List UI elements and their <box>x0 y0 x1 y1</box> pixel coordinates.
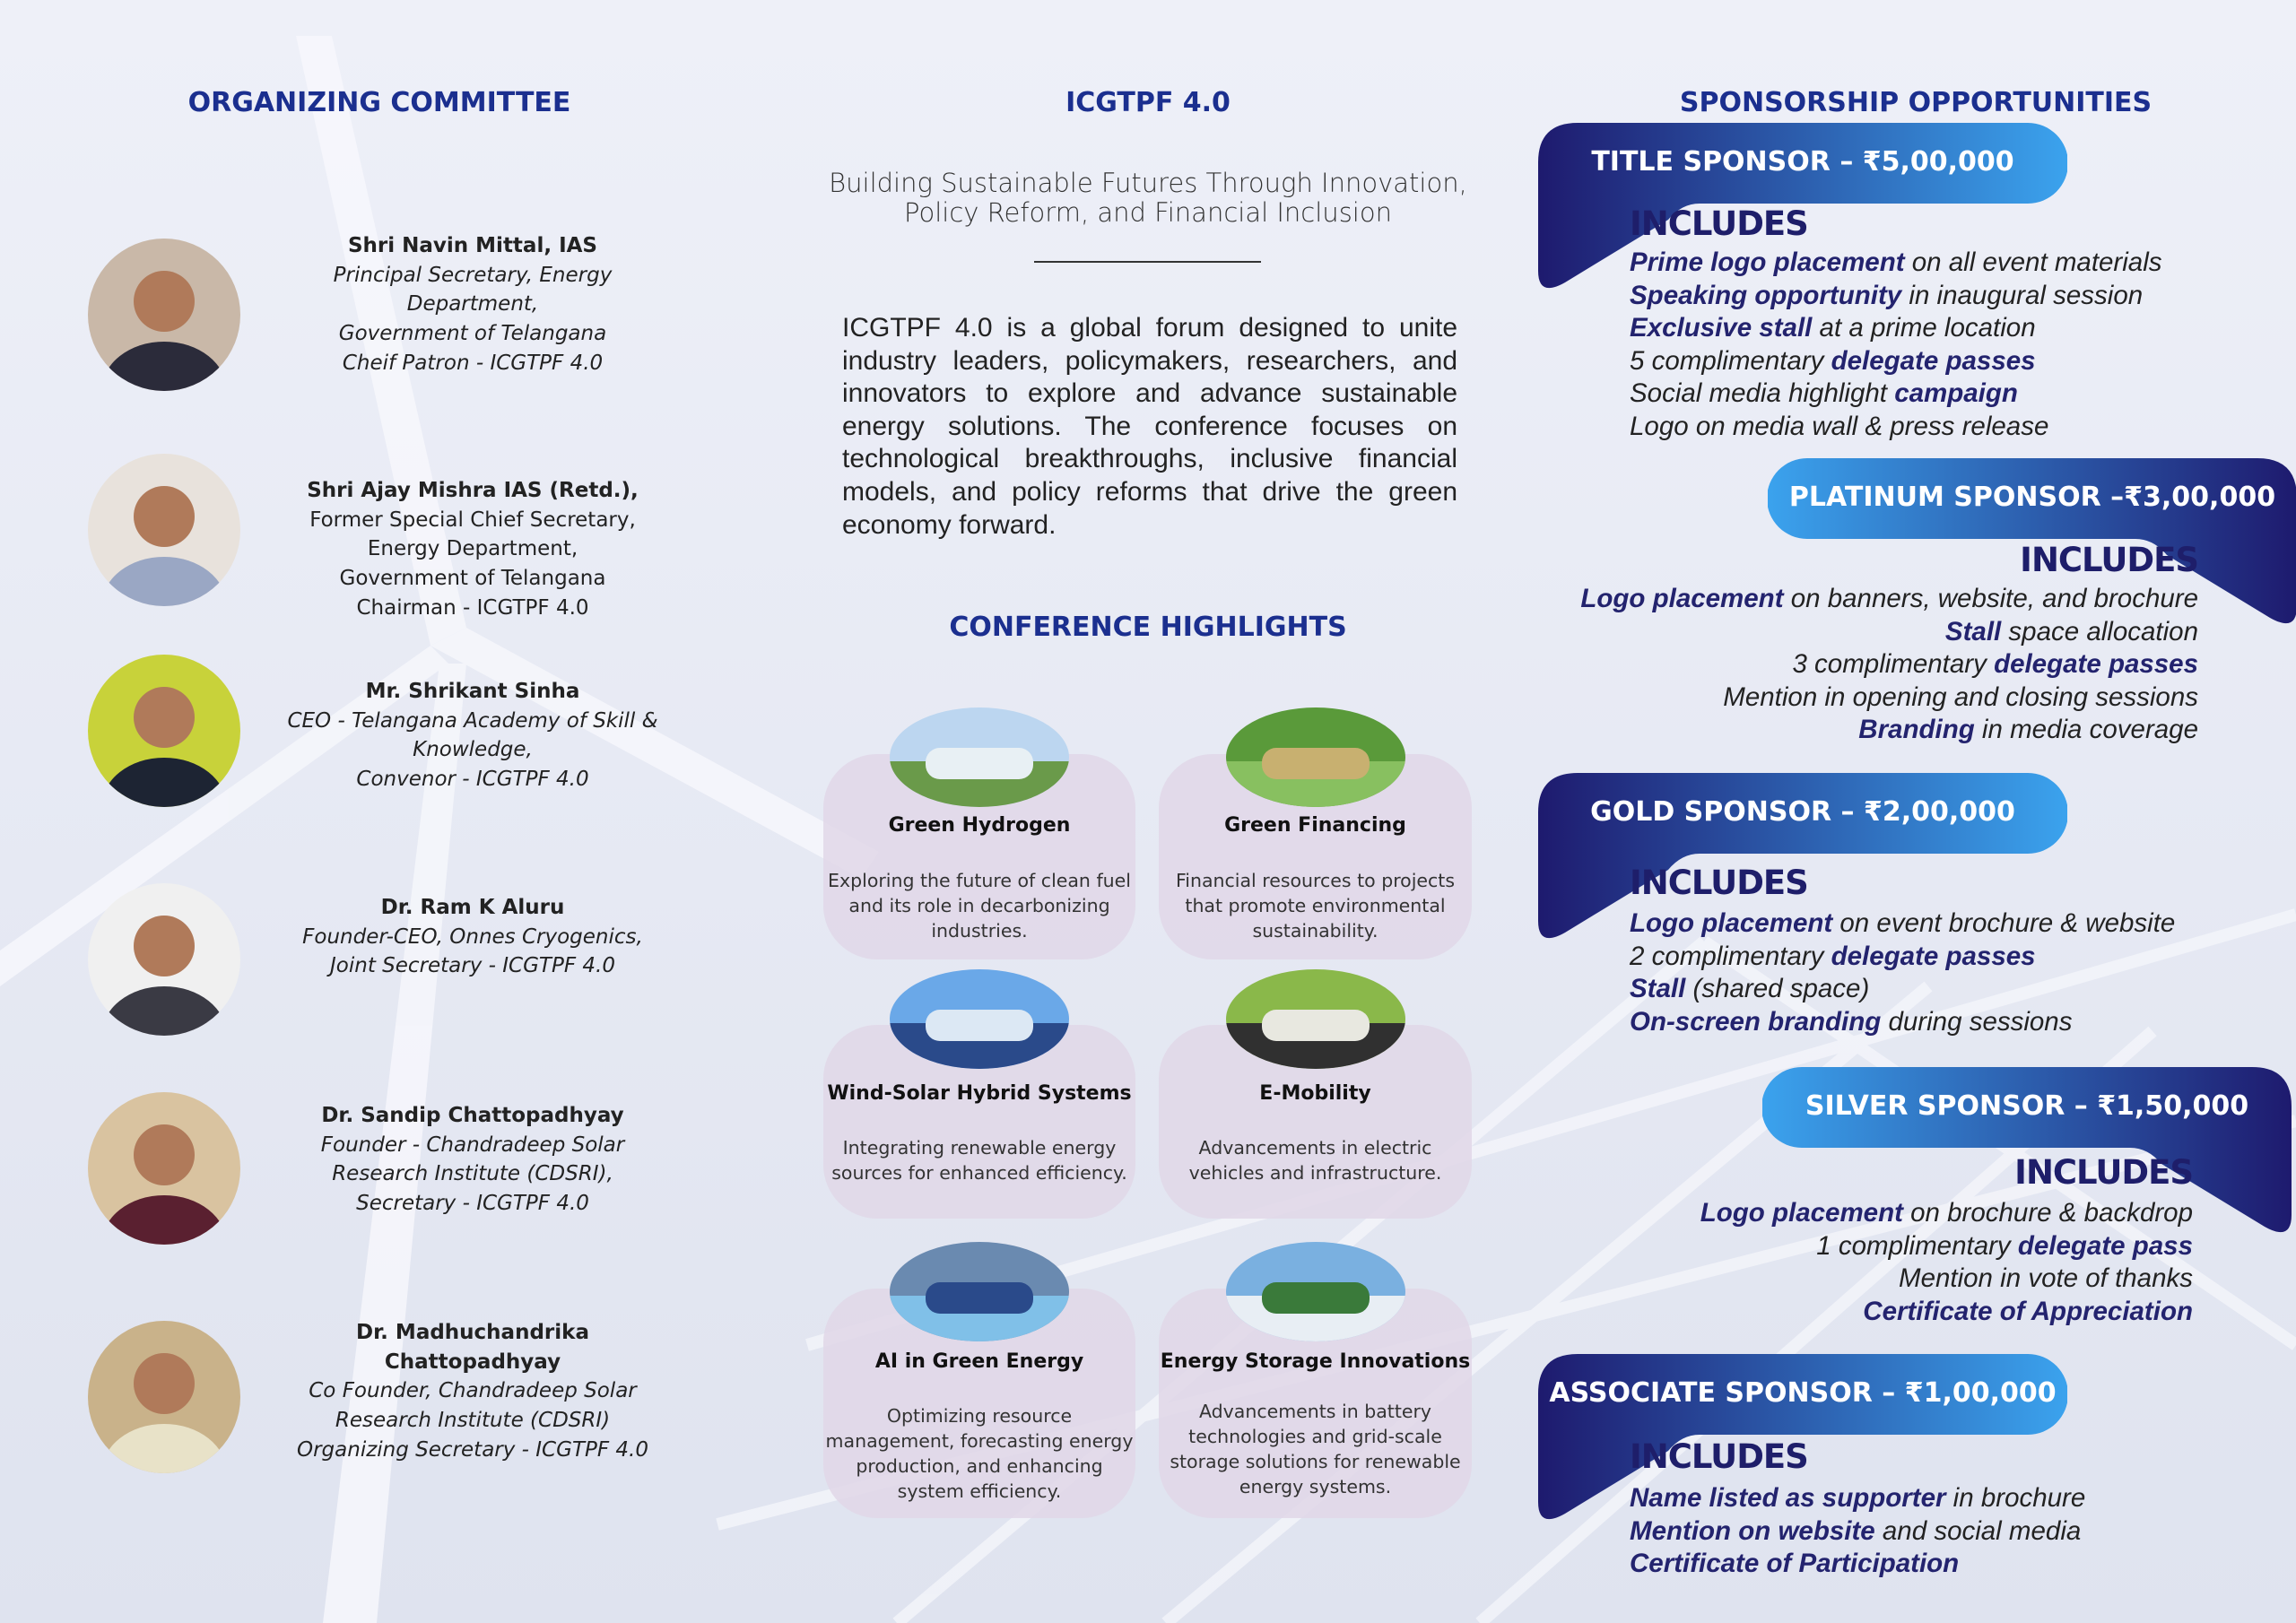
highlight-description: Integrating renewable energy sources for enhanced efficiency. <box>831 1137 1127 1184</box>
benefit-highlight: delegate passes <box>1831 345 2036 376</box>
benefit-item <box>1630 1548 2085 1581</box>
benefit-item <box>1580 681 2198 715</box>
benefit-item <box>1580 648 2198 681</box>
member-role-line: Research Institute (CDSRI) <box>335 1409 611 1433</box>
benefit-item <box>1580 583 2198 616</box>
member-role-line: Joint Secretary - ICGTPF 4.0 <box>330 954 615 978</box>
sponsor-benefits-list <box>1630 1482 2085 1581</box>
committee-member <box>275 893 670 981</box>
committee-member <box>275 1101 670 1219</box>
committee-member-photo <box>88 655 240 807</box>
member-role-line: Secretary - ICGTPF 4.0 <box>356 1192 589 1216</box>
benefit-text: Social media highlight <box>1630 378 1895 409</box>
ev-charger-image <box>1226 969 1405 1069</box>
member-role-line: Founder-CEO, Onnes Cryogenics, <box>302 924 643 949</box>
person-portrait-icon <box>88 1092 240 1245</box>
benefit-highlight: Stall <box>1630 974 1686 1004</box>
tagline <box>807 169 1489 228</box>
benefit-highlight: Logo placement <box>1630 908 1833 938</box>
committee-member-photo <box>88 1092 240 1245</box>
benefit-item <box>1630 1006 2175 1039</box>
benefit-item <box>1630 280 2162 313</box>
benefit-highlight: Certificate of Participation <box>1630 1549 1960 1579</box>
benefit-text: 2 complimentary <box>1630 941 1831 971</box>
member-role-line: Cheif Patron - ICGTPF 4.0 <box>342 351 604 375</box>
benefit-highlight: Exclusive stall <box>1630 313 1813 343</box>
committee-member <box>275 1318 670 1465</box>
benefit-item <box>1630 941 2175 974</box>
member-name: Dr. Madhuchandrika Chattopadhyay <box>356 1321 589 1374</box>
hydrogen-tanks-image <box>890 707 1069 807</box>
committee-member-photo <box>88 454 240 606</box>
benefit-text: space allocation <box>2001 616 2198 647</box>
member-role-line: Department, <box>406 292 539 317</box>
benefit-text: Mention in opening and closing sessions <box>1723 681 2198 712</box>
benefit-item <box>1700 1263 2193 1296</box>
person-portrait-icon <box>88 883 240 1036</box>
person-portrait-icon <box>88 454 240 606</box>
highlight-description: Advancements in battery technologies and grid-scale storage solutions for renewable energy systems. <box>1170 1401 1461 1497</box>
sponsor-tier-title: PLATINUM SPONSOR –₹3,00,000 <box>1788 482 2276 513</box>
highlight-description: Financial resources to projects that promote environmental sustainability. <box>1175 870 1456 942</box>
benefit-highlight: Branding <box>1858 715 1975 745</box>
member-role-line: Co Founder, Chandradeep Solar <box>309 1379 637 1403</box>
benefit-highlight: Mention on website <box>1630 1515 1875 1546</box>
committee-member <box>275 677 670 794</box>
highlight-description: Exploring the future of clean fuel and its role in decarbonizing industries. <box>828 870 1131 942</box>
includes-label: INCLUDES <box>1630 204 1808 243</box>
benefit-highlight: delegate pass <box>2017 1230 2193 1261</box>
benefit-text: on banners, website, and brochure <box>1783 584 2198 613</box>
includes-label: INCLUDES <box>1630 1437 1808 1476</box>
benefit-item <box>1630 312 2162 345</box>
divider <box>1034 261 1261 263</box>
member-role-line: Research Institute (CDSRI), <box>332 1162 613 1186</box>
benefit-item <box>1630 973 2175 1006</box>
includes-label: INCLUDES <box>2014 1153 2193 1192</box>
member-role-line: Energy Department, <box>367 537 578 561</box>
benefit-item <box>1700 1296 2193 1329</box>
member-role-line: Chairman - ICGTPF 4.0 <box>356 595 589 620</box>
member-name: Shri Navin Mittal, IAS <box>347 234 598 257</box>
member-role-line: Former Special Chief Secretary, <box>309 508 636 532</box>
benefit-item <box>1580 616 2198 649</box>
highlight-title: Energy Storage Innovations <box>1160 1350 1471 1373</box>
benefit-highlight: Certificate of Appreciation <box>1863 1296 2193 1326</box>
benefit-text: on all event materials <box>1904 247 2162 277</box>
member-role-line: Convenor - ICGTPF 4.0 <box>356 768 589 792</box>
sponsor-tier-title: TITLE SPONSOR – ₹5,00,000 <box>1591 146 2014 178</box>
benefit-text: 5 complimentary <box>1630 345 1831 376</box>
organizing-committee-heading: ORGANIZING COMMITTEE <box>187 87 571 118</box>
benefit-highlight: Logo placement <box>1580 584 1784 613</box>
committee-member <box>275 476 670 623</box>
sponsorship-heading: SPONSORSHIP OPPORTUNITIES <box>1679 87 2152 118</box>
person-portrait-icon <box>88 655 240 807</box>
benefit-item <box>1630 247 2162 280</box>
benefit-highlight: delegate passes <box>1994 649 2198 680</box>
benefit-text: during sessions <box>1881 1006 2073 1037</box>
committee-member-photo <box>88 239 240 391</box>
committee-member <box>275 231 670 378</box>
person-portrait-icon <box>88 239 240 391</box>
sponsor-tier-title: GOLD SPONSOR – ₹2,00,000 <box>1590 796 2015 828</box>
member-name: Shri Ajay Mishra IAS (Retd.), <box>307 479 639 502</box>
member-role-line: Principal Secretary, Energy <box>333 263 613 287</box>
benefit-text: 1 complimentary <box>1816 1230 2018 1261</box>
sponsor-benefits-list <box>1580 583 2198 747</box>
highlight-title: AI in Green Energy <box>874 1350 1084 1373</box>
committee-member-photo <box>88 1321 240 1473</box>
coins-plants-image <box>1226 707 1405 807</box>
member-role-line: Government of Telangana <box>339 567 606 591</box>
tagline-line: Building Sustainable Futures Through Innovation, <box>829 168 1467 198</box>
highlight-description: Advancements in electric vehicles and infrastructure. <box>1188 1137 1442 1184</box>
ai-solar-image <box>890 1242 1069 1341</box>
benefit-item <box>1630 907 2175 941</box>
benefit-text: (shared space) <box>1685 974 1870 1004</box>
sponsor-tier-title: SILVER SPONSOR – ₹1,50,000 <box>1805 1090 2249 1122</box>
event-description: ICGTPF 4.0 is a global forum designed to unite industry leaders, policymakers, researchers, and innovators to explore and advance sustainable energy solutions. The conference focuses on technological breakthroughs, inclusive financial models, and policy reforms that drive the green economy forward. <box>842 313 1457 540</box>
highlight-title: Green Financing <box>1224 814 1406 837</box>
member-role-line: Government of Telangana <box>338 322 607 346</box>
sponsor-benefits-list <box>1630 907 2175 1038</box>
highlight-title: Green Hydrogen <box>888 814 1071 837</box>
sponsor-tier-title: ASSOCIATE SPONSOR – ₹1,00,000 <box>1549 1377 2057 1409</box>
event-title: ICGTPF 4.0 <box>1065 87 1231 118</box>
benefit-highlight: Name listed as supporter <box>1630 1483 1946 1513</box>
benefit-text: and social media <box>1874 1515 2082 1546</box>
benefit-highlight: campaign <box>1894 378 2018 409</box>
member-role-line: Knowledge, <box>413 738 533 762</box>
member-name: Dr. Sandip Chattopadhyay <box>321 1104 624 1127</box>
conference-highlights-heading: CONFERENCE HIGHLIGHTS <box>949 612 1347 643</box>
benefit-text: Mention in vote of thanks <box>1899 1263 2193 1294</box>
sponsor-benefits-list <box>1700 1197 2193 1328</box>
member-role-line: Founder - Chandradeep Solar <box>320 1133 625 1157</box>
highlight-description: Optimizing resource management, forecasting energy production, and enhancing system efficiency. <box>825 1405 1134 1502</box>
benefit-text: Logo on media wall & press release <box>1630 411 2049 441</box>
benefit-text: 3 complimentary <box>1792 649 1995 680</box>
committee-member-photo <box>88 883 240 1036</box>
benefit-item <box>1630 1482 2085 1515</box>
benefit-item <box>1630 345 2162 378</box>
benefit-text: on event brochure & website <box>1832 908 2176 938</box>
benefit-item <box>1580 714 2198 747</box>
benefit-item <box>1630 411 2162 444</box>
benefit-highlight: delegate passes <box>1831 941 2036 971</box>
includes-label: INCLUDES <box>2020 541 2198 579</box>
benefit-text: in media coverage <box>1974 715 2198 745</box>
member-name: Mr. Shrikant Sinha <box>365 680 580 703</box>
highlight-title: E-Mobility <box>1259 1082 1371 1105</box>
benefit-highlight: Speaking opportunity <box>1630 280 1902 310</box>
benefit-text: in inaugural session <box>1901 280 2144 310</box>
battery-storage-image <box>1226 1242 1405 1341</box>
benefit-highlight: Logo placement <box>1700 1198 1903 1228</box>
benefit-highlight: On-screen branding <box>1630 1006 1882 1037</box>
benefit-item <box>1700 1197 2193 1230</box>
includes-label: INCLUDES <box>1630 864 1808 902</box>
sponsor-benefits-list <box>1630 247 2162 444</box>
benefit-text: on brochure & backdrop <box>1902 1198 2193 1228</box>
benefit-text: in brochure <box>1945 1483 2086 1513</box>
member-name: Dr. Ram K Aluru <box>380 896 565 919</box>
person-portrait-icon <box>88 1321 240 1473</box>
benefit-item <box>1630 1515 2085 1549</box>
member-role-line: Organizing Secretary - ICGTPF 4.0 <box>297 1437 648 1462</box>
benefit-item <box>1700 1230 2193 1263</box>
wind-solar-farm-image <box>890 969 1069 1069</box>
benefit-highlight: Prime logo placement <box>1630 247 1905 277</box>
benefit-text: at a prime location <box>1812 313 2036 343</box>
tagline-line: Policy Reform, and Financial Inclusion <box>904 197 1392 228</box>
benefit-highlight: Stall <box>1944 616 2002 647</box>
benefit-item <box>1630 378 2162 411</box>
highlight-title: Wind-Solar Hybrid Systems <box>827 1082 1132 1105</box>
member-role-line: CEO - Telangana Academy of Skill & <box>287 708 658 733</box>
